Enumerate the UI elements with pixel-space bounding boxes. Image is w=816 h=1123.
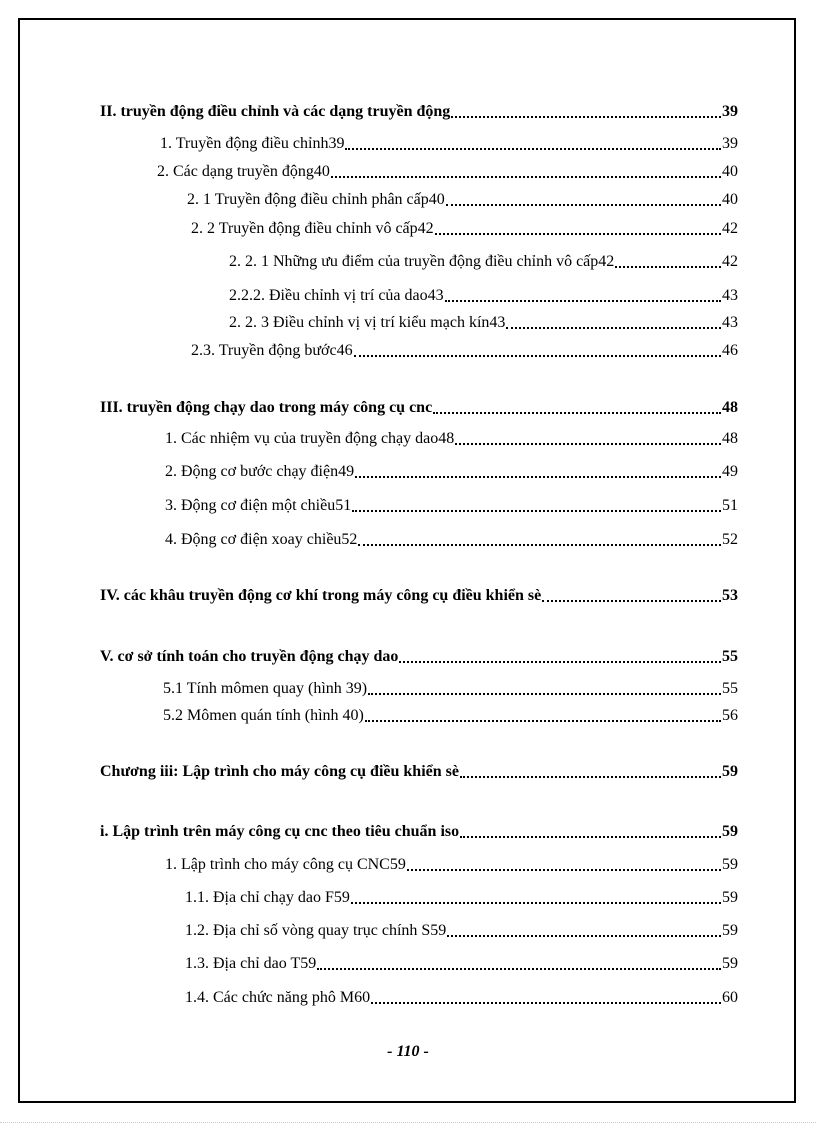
toc-entry: 1.1. Địa chỉ chạy dao F59 59 — [185, 889, 738, 906]
toc-entry: 1. Lập trình cho máy công cụ CNC59 59 — [165, 856, 738, 873]
toc-entry: 1.2. Địa chỉ số vòng quay trục chính S59 59 — [185, 922, 738, 939]
toc-entry: V. cơ sở tính toán cho truyền động chạy dao 55 — [100, 648, 738, 665]
toc-entry: III. truyền động chạy dao trong máy công cụ cnc 48 — [100, 399, 738, 416]
toc-entry: IV. các khâu truyền động cơ khí trong máy công cụ điều khiển sè 53 — [100, 587, 738, 604]
toc-entry: 1. Truyền động điều chỉnh39 39 — [160, 135, 738, 152]
toc-entry: 2. 2. 3 Điều chỉnh vị vị trí kiểu mạch kín43 43 — [229, 314, 738, 331]
toc-entry: i. Lập trình trên máy công cụ cnc theo tiêu chuẩn iso 59 — [100, 823, 738, 840]
toc-entry: 2. 1 Truyền động điều chỉnh phân cấp40 40 — [187, 191, 738, 208]
toc-entry: 1. Các nhiệm vụ của truyền động chạy dao48 48 — [165, 430, 738, 447]
toc-entry: 4. Động cơ điện xoay chiều52 52 — [165, 531, 738, 548]
toc-entry: 1.3. Địa chỉ dao T59 59 — [185, 955, 738, 972]
toc-entry: 2. 2. 1 Những ưu điểm của truyền động điều chỉnh vô cấp42 42 — [229, 253, 738, 270]
toc-entry: 5.1 Tính mômen quay (hình 39) 55 — [163, 680, 738, 697]
toc-entry: 1.4. Các chức năng phô M60 60 — [185, 989, 738, 1006]
toc-entry: 5.2 Mômen quán tính (hình 40) 56 — [163, 707, 738, 724]
toc-entry: 3. Động cơ điện một chiều51 51 — [165, 497, 738, 514]
toc-entry: 2. Các dạng truyền động40 40 — [157, 163, 738, 180]
toc-entry: 2. 2 Truyền động điều chỉnh vô cấp42 42 — [191, 220, 738, 237]
page-number: - 110 - — [387, 1043, 429, 1060]
toc-entry: Chương iii: Lập trình cho máy công cụ điều khiển sè 59 — [100, 763, 738, 780]
toc-entry: 2.2.2. Điều chỉnh vị trí của dao43 43 — [229, 287, 738, 304]
toc-entry: 2.3. Truyền động bước46 46 — [191, 342, 738, 359]
toc-entry: II. truyền động điều chỉnh và các dạng truyền động 39 — [100, 103, 738, 120]
toc-entry: 2. Động cơ bước chạy điện49 49 — [165, 463, 738, 480]
